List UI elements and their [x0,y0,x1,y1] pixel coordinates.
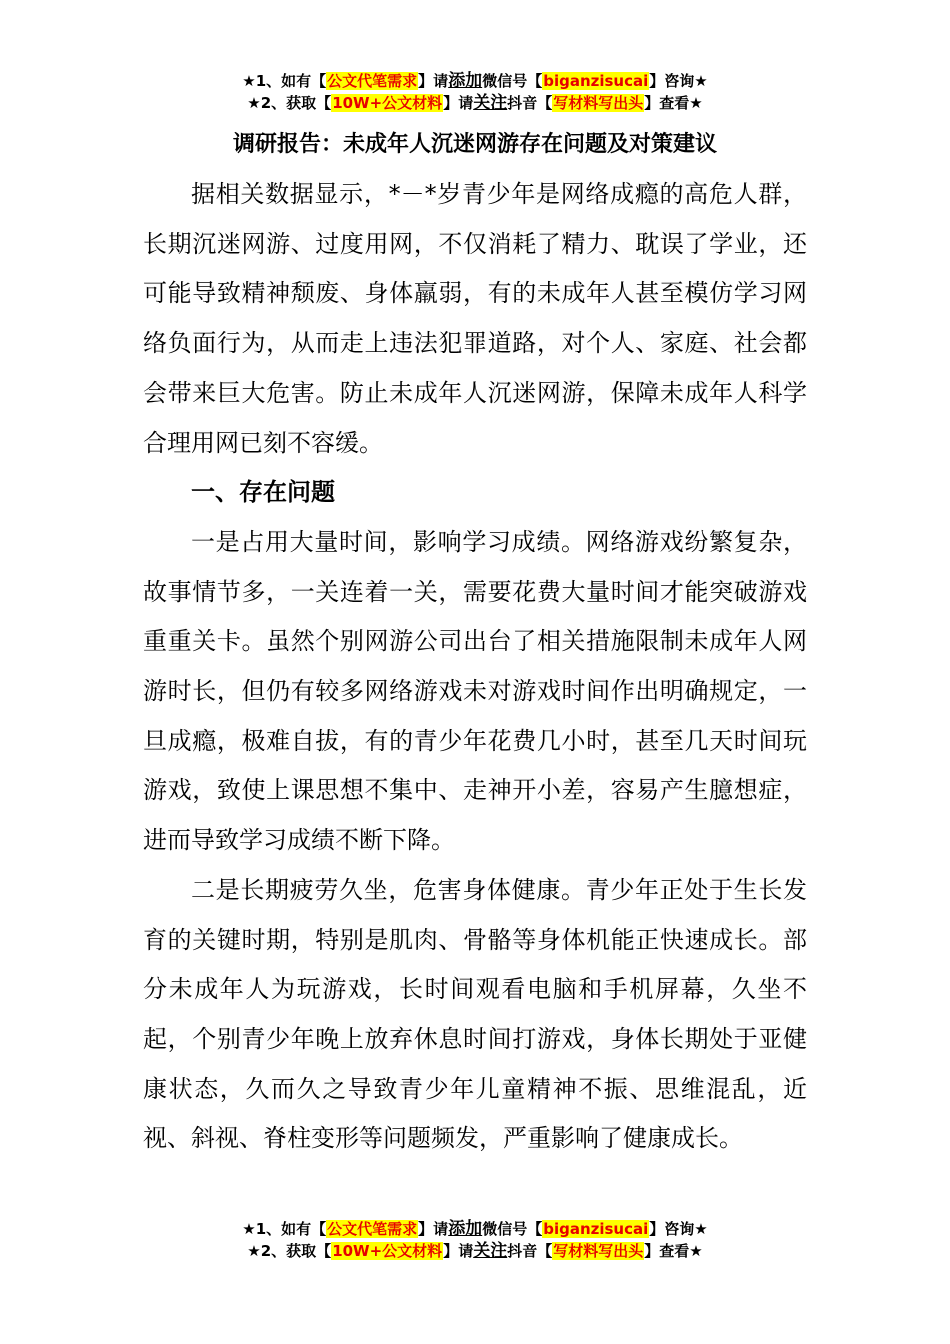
promo-highlight: 10W+公文材料 [332,1242,443,1260]
promo-text: 】请 [418,72,449,90]
body-paragraph: 二是长期疲劳久坐，危害身体健康。青少年正处于生长发育的关键时期，特别是肌肉、骨骼等身体机能正快速成长。部分未成年人为玩游戏，长时间观看电脑和手机屏幕，久坐不起，个别青少年晚上放弃休息时间打游戏，身体长期处于亚健康状态，久而久之导致青少年儿童精神不振、思维混乱，近视、斜视、脊柱变形等问题频发，严重影响了健康成长。 [143,875,807,1153]
promo-text: 】咨询★ [649,72,708,90]
promo-text: 】请 [418,1220,449,1238]
document-body [143,170,807,1164]
promo-highlight: 10W+公文材料 [332,94,443,112]
promo-text: ★1、如有【 [242,72,327,90]
promo-text: 抖音【 [507,1242,553,1260]
promo-banner-bottom [0,1218,950,1262]
promo-highlight: 公文代笔需求 [327,72,418,90]
promo-banner-top [0,70,950,114]
promo-wechat-id: biganzisucai [543,72,649,90]
promo-text: ★2、获取【 [247,1242,332,1260]
promo-wechat-id: biganzisucai [543,1220,649,1238]
promo-text: ★1、如有【 [242,1220,327,1238]
promo-line-2 [0,1240,950,1262]
document-title: 调研报告：未成年人沉迷网游存在问题及对策建议 [232,132,717,157]
promo-text: 抖音【 [507,94,553,112]
promo-text: 】请 [443,1242,474,1260]
promo-text: 】查看★ [644,1242,703,1260]
promo-text: ★2、获取【 [247,94,332,112]
promo-highlight: 公文代笔需求 [327,1220,418,1238]
promo-line-1 [0,1218,950,1240]
promo-text: 】查看★ [644,94,703,112]
section-heading: 一、存在问题 [191,478,335,507]
body-paragraph: 一是占用大量时间，影响学习成绩。网络游戏纷繁复杂，故事情节多，一关连着一关，需要花费大量时间才能突破游戏重重关卡。虽然个别网游公司出台了相关措施限制未成年人网游时长，但仍有较多网络游戏未对游戏时间作出明确规定，一旦成瘾，极难自拔，有的青少年花费几小时，甚至几天时间玩游戏，致使上课思想不集中、走神开小差，容易产生臆想症，进而导致学习成绩不断下降。 [143,527,807,855]
promo-line-2 [0,92,950,114]
promo-text: 微信号【 [482,1220,543,1238]
promo-underline: 关注 [473,93,508,113]
intro-paragraph: 据相关数据显示，*－*岁青少年是网络成瘾的高危人群，长期沉迷网游、过度用网，不仅消耗了精力、耽误了学业，还可能导致精神颓废、身体羸弱，有的未成年人甚至模仿学习网络负面行为，从而走上违法犯罪道路，对个人、家庭、社会都会带来巨大危害。防止未成年人沉迷网游，保障未成年人科学合理用网已刻不容缓。 [143,180,807,457]
promo-line-1 [0,70,950,92]
promo-douyin-account: 写材料写出头 [553,1242,644,1260]
promo-underline: 添加 [448,1219,483,1239]
promo-douyin-account: 写材料写出头 [553,94,644,112]
promo-text: 】咨询★ [649,1220,708,1238]
promo-text: 微信号【 [482,72,543,90]
promo-underline: 关注 [473,1241,508,1261]
promo-text: 】请 [443,94,474,112]
promo-underline: 添加 [448,71,483,91]
